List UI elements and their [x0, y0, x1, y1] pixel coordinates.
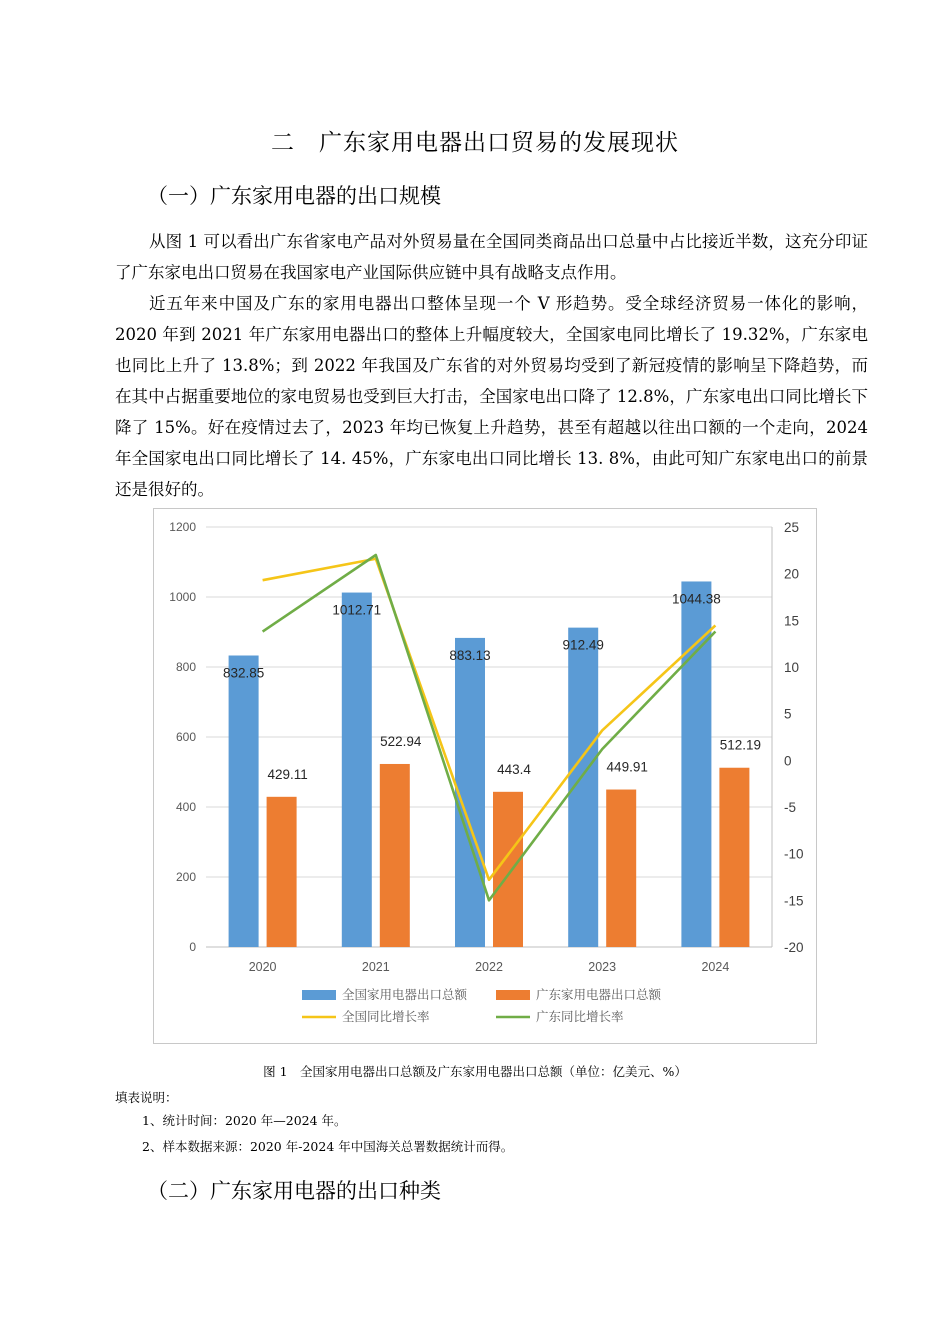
legend-label: 广东同比增长率 [536, 1010, 624, 1024]
bar-data-label: 429.11 [267, 766, 308, 782]
left-tick-label: 0 [189, 940, 196, 954]
right-tick-label: 25 [784, 520, 800, 535]
right-tick-label: -10 [784, 846, 804, 862]
chart-frame [153, 508, 817, 1044]
export-chart [154, 509, 816, 1043]
bar-data-label: 1012.71 [332, 602, 382, 618]
x-tick-label: 2024 [701, 960, 730, 974]
x-tick-label: 2020 [248, 960, 277, 974]
bar-data-label: 832.85 [222, 665, 265, 681]
x-axis-ticks [249, 960, 730, 974]
chart-legend [302, 987, 662, 1024]
bar-data-label: 449.91 [606, 759, 648, 775]
bar [606, 790, 636, 947]
line-series [263, 555, 716, 900]
bar [681, 581, 711, 947]
left-tick-label: 400 [175, 800, 196, 814]
left-tick-label: 800 [175, 660, 196, 674]
legend-label: 广东家用电器出口总额 [536, 988, 662, 1002]
bar-data-label: 912.49 [562, 637, 604, 653]
bar-data-label: 522.94 [380, 733, 422, 749]
right-tick-label: -20 [784, 940, 804, 955]
bar [267, 797, 297, 947]
series-line [263, 555, 716, 900]
legend-swatch [496, 990, 530, 1000]
right-axis-ticks [784, 520, 804, 955]
subsection-title-2: （二）广东家用电器的出口种类 [147, 1179, 441, 1203]
left-tick-label: 1000 [169, 590, 196, 604]
series-line [263, 559, 716, 880]
legend-label: 全国家用电器出口总额 [342, 988, 468, 1002]
paragraph-2: 近五年来中国及广东的家用电器出口整体呈现一个 V 形趋势。受全球经济贸易一体化的影响，2020 年到 2021 年广东家用电器出口的整体上升幅度较大，全国家电同比增长了 19.32%，广东家电也同比上升了 13.8%；到 2022 年我国及广东省的对外贸易均受到了新冠疫情的影响呈下降趋势，而在其中占据重要地位的家电贸易也受到巨大打击，全国家电出口降了 12.8%，广东家电出口同比增长下降了 15%。好在疫情过去了，2023 年均已恢复上升趋势，甚至有超越以往出口额的一个走向，2024 年全国家电出口同比增长了 14. 45%，广东家电出口同比增长 13. 8%，由此可知广东家电出口的前景还是很好的。 [115, 294, 868, 499]
left-axis-ticks [169, 520, 196, 954]
left-tick-label: 1200 [169, 520, 196, 534]
left-tick-label: 600 [175, 730, 196, 744]
note-2: 2、样本数据来源：2020 年-2024 年中国海关总署数据统计而得。 [142, 1139, 514, 1154]
legend-swatch [302, 990, 336, 1000]
left-tick-label: 200 [175, 870, 196, 884]
figure-caption: 图 1 全国家用电器出口总额及广东家用电器出口总额（单位：亿美元、%） [263, 1064, 687, 1079]
bar-data-label: 443.4 [497, 761, 531, 777]
right-tick-label: 15 [784, 613, 800, 629]
note-1: 1、统计时间：2020 年—2024 年。 [142, 1113, 347, 1128]
bar [229, 656, 259, 947]
legend-label: 全国同比增长率 [342, 1010, 430, 1024]
right-tick-label: -5 [784, 800, 797, 815]
right-tick-label: 5 [784, 706, 792, 722]
bar-data-label: 883.13 [449, 647, 491, 663]
bar [342, 593, 372, 947]
paragraph-1: 从图 1 可以看出广东省家电产品对外贸易量在全国同类商品出口总量中占比接近半数，这充分印证了广东家电出口贸易在我国家电产业国际供应链中具有战略支点作用。 [115, 232, 868, 282]
subsection-title-1: （一）广东家用电器的出口规模 [147, 184, 441, 208]
bar [380, 764, 410, 947]
bar-data-label: 1044.38 [671, 591, 721, 607]
right-tick-label: -15 [784, 893, 804, 909]
bar-data-labels [223, 591, 761, 781]
section-title: 二 广东家用电器出口贸易的发展现状 [271, 130, 679, 156]
notes-title: 填表说明： [115, 1090, 178, 1105]
x-tick-label: 2021 [361, 960, 390, 974]
right-tick-label: 0 [784, 753, 792, 769]
bar-series [229, 581, 750, 947]
right-tick-label: 20 [784, 566, 800, 582]
x-tick-label: 2023 [588, 960, 617, 974]
bar [719, 768, 749, 947]
right-tick-label: 10 [784, 660, 800, 675]
bar-data-label: 512.19 [719, 737, 762, 753]
x-tick-label: 2022 [475, 960, 503, 974]
